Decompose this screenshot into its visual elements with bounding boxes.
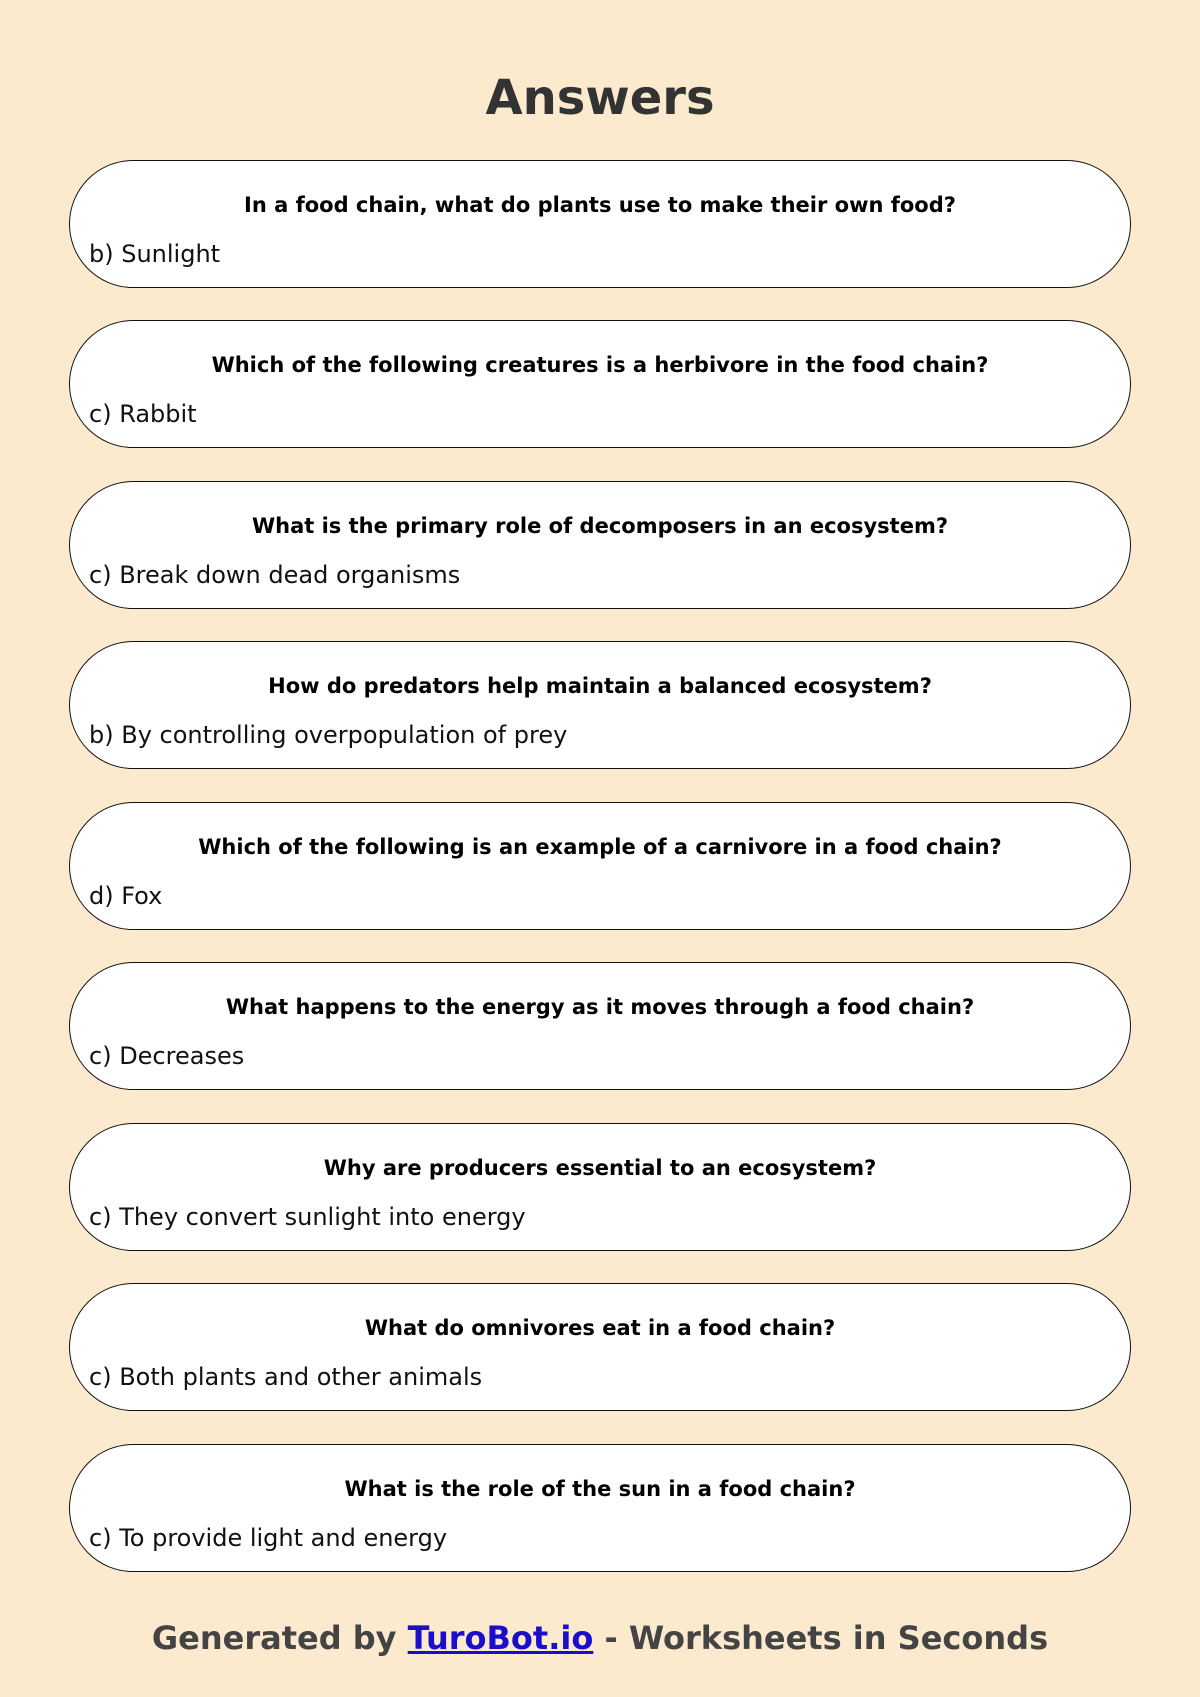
answer-text: c) To provide light and energy [89, 1524, 448, 1552]
answer-card [69, 802, 1131, 930]
question-text: Why are producers essential to an ecosystem? [323, 1156, 877, 1180]
answer-text: c) They convert sunlight into energy [89, 1203, 526, 1231]
footer-suffix: - Worksheets in Seconds [593, 1619, 1049, 1657]
answer-card [69, 1283, 1131, 1411]
answer-text: b) Sunlight [89, 240, 221, 268]
question-text: What happens to the energy as it moves through a food chain? [225, 995, 975, 1019]
answer-text: c) Decreases [89, 1042, 245, 1070]
answer-card [69, 320, 1131, 448]
question-text: What is the role of the sun in a food chain? [344, 1477, 856, 1501]
footer [0, 1618, 1200, 1658]
question-text: In a food chain, what do plants use to make their own food? [244, 193, 956, 217]
page-title: Answers [485, 70, 715, 126]
question-text: What is the primary role of decomposers in an ecosystem? [251, 514, 949, 538]
answer-card [69, 641, 1131, 769]
answer-text: c) Break down dead organisms [89, 561, 461, 589]
answer-card [69, 1123, 1131, 1251]
question-text: Which of the following is an example of a carnivore in a food chain? [198, 835, 1002, 859]
question-text: How do predators help maintain a balanced ecosystem? [268, 674, 932, 698]
footer-prefix: Generated by [151, 1619, 408, 1657]
question-text: What do omnivores eat in a food chain? [364, 1316, 836, 1340]
answer-card [69, 160, 1131, 288]
turobot-link[interactable]: TuroBot.io [407, 1619, 594, 1657]
answer-card [69, 1444, 1131, 1572]
answer-text: d) Fox [89, 882, 163, 910]
answer-card [69, 962, 1131, 1090]
answer-card [69, 481, 1131, 609]
answer-text: c) Both plants and other animals [89, 1363, 483, 1391]
answer-text: b) By controlling overpopulation of prey [89, 721, 568, 749]
answer-text: c) Rabbit [89, 400, 197, 428]
question-text: Which of the following creatures is a herbivore in the food chain? [211, 353, 989, 377]
